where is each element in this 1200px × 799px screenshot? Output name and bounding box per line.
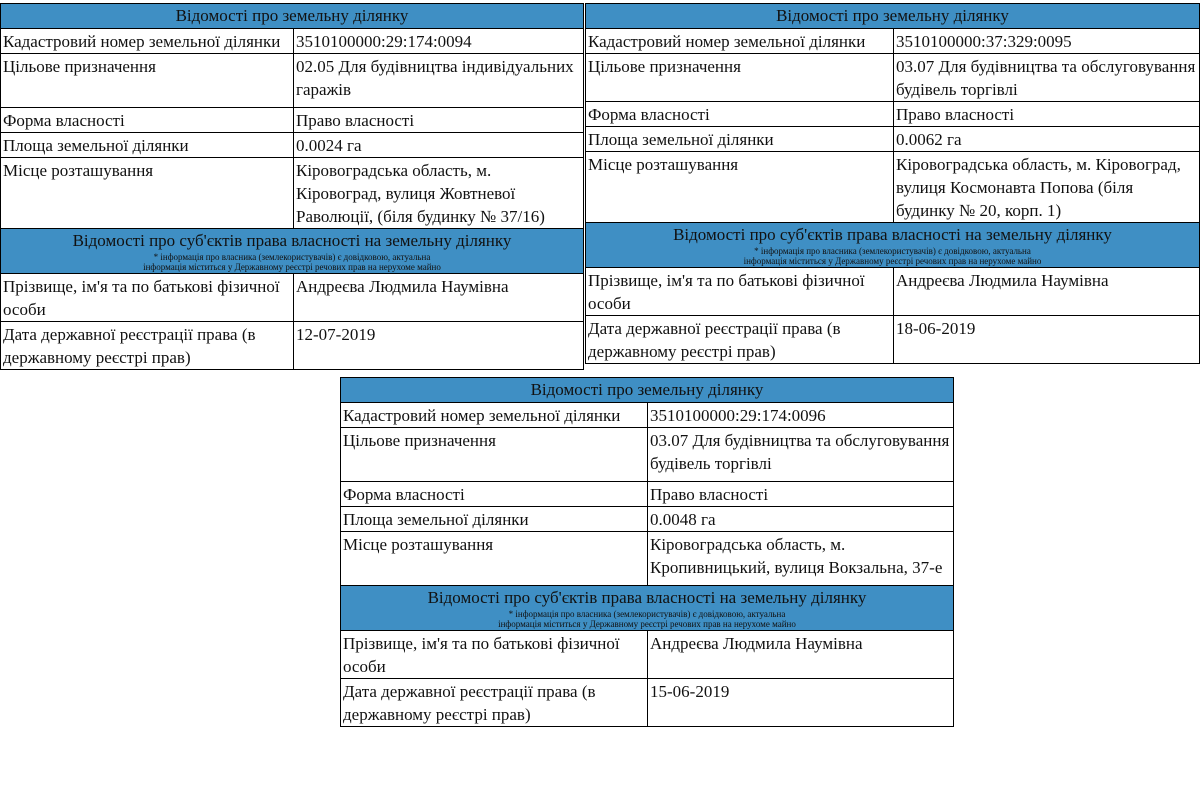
table-row bbox=[586, 268, 1200, 316]
table-row bbox=[586, 102, 1200, 127]
table-row bbox=[341, 428, 954, 482]
row-label: Цільове призначення bbox=[341, 428, 648, 482]
row-value: 18-06-2019 bbox=[894, 316, 1200, 364]
table-row bbox=[1, 133, 584, 158]
table-row bbox=[341, 507, 954, 532]
owner-section-header bbox=[586, 223, 1200, 268]
table-row bbox=[341, 482, 954, 507]
row-value: Андреєва Людмила Наумівна bbox=[894, 268, 1200, 316]
row-value: Кіровоградська область, м. Кіровоград, вулиця Космонавта Попова (біля будинку № 20, корп. 1) bbox=[894, 152, 1200, 223]
table-row bbox=[586, 29, 1200, 54]
owner-note-line: інформація міститься у Державному реєстрі речових прав на нерухоме майно bbox=[143, 262, 441, 272]
row-value: 0.0062 га bbox=[894, 127, 1200, 152]
table-row bbox=[586, 54, 1200, 102]
land-plot-table bbox=[585, 3, 1200, 364]
row-label: Місце розташування bbox=[586, 152, 894, 223]
owner-note-line: * інформація про власника (землекористувачів) є довідковою, актуальна bbox=[754, 246, 1031, 256]
row-label: Кадастровий номер земельної ділянки bbox=[586, 29, 894, 54]
table-row bbox=[1, 158, 584, 229]
row-value: Право власності bbox=[894, 102, 1200, 127]
row-label: Прізвище, ім'я та по батькові фізичної особи bbox=[341, 631, 648, 679]
section-title: Відомості про земельну ділянку bbox=[530, 380, 764, 399]
row-value: 3510100000:29:174:0094 bbox=[294, 29, 584, 54]
row-value: Право власності bbox=[648, 482, 954, 507]
row-label: Форма власності bbox=[341, 482, 648, 507]
row-value: 12-07-2019 bbox=[294, 322, 584, 370]
table-row bbox=[1, 322, 584, 370]
row-value: Право власності bbox=[294, 108, 584, 133]
row-value: 0.0024 га bbox=[294, 133, 584, 158]
row-label: Площа земельної ділянки bbox=[586, 127, 894, 152]
row-label: Прізвище, ім'я та по батькові фізичної особи bbox=[586, 268, 894, 316]
row-value: Кіровоградська область, м. Кіровоград, вулиця Жовтневої Раволюції, (біля будинку № 37/16) bbox=[294, 158, 584, 229]
row-label: Площа земельної ділянки bbox=[341, 507, 648, 532]
row-value: 03.07 Для будівництва та обслуговування будівель торгівлі bbox=[894, 54, 1200, 102]
row-label: Прізвище, ім'я та по батькові фізичної особи bbox=[1, 274, 294, 322]
section-title: Відомості про земельну ділянку bbox=[175, 6, 409, 25]
table-row bbox=[1, 29, 584, 54]
owner-section-title: Відомості про суб'єктів права власності на земельну ділянку bbox=[72, 231, 512, 250]
table-row bbox=[586, 316, 1200, 364]
land-plot-card-1 bbox=[0, 3, 584, 370]
land-plot-card-3 bbox=[340, 377, 954, 727]
row-label: Цільове призначення bbox=[586, 54, 894, 102]
owner-section-title: Відомості про суб'єктів права власності на земельну ділянку bbox=[673, 225, 1112, 244]
owner-note-line: * інформація про власника (землекористувачів) є довідковою, актуальна bbox=[153, 252, 431, 262]
table-row bbox=[341, 532, 954, 586]
table-row bbox=[1, 54, 584, 108]
section-header bbox=[341, 378, 954, 403]
row-label: Місце розташування bbox=[341, 532, 648, 586]
row-value: 0.0048 га bbox=[648, 507, 954, 532]
row-label: Кадастровий номер земельної ділянки bbox=[1, 29, 294, 54]
row-value: Кіровоградська область, м. Кропивницький, вулиця Вокзальна, 37-е bbox=[648, 532, 954, 586]
row-value: 3510100000:37:329:0095 bbox=[894, 29, 1200, 54]
section-title: Відомості про земельну ділянку bbox=[776, 6, 1009, 25]
row-label: Форма власності bbox=[1, 108, 294, 133]
row-value: Андреєва Людмила Наумівна bbox=[648, 631, 954, 679]
row-label: Форма власності bbox=[586, 102, 894, 127]
owner-section-header bbox=[1, 229, 584, 274]
land-plot-card-2 bbox=[585, 3, 1200, 364]
row-label: Цільове призначення bbox=[1, 54, 294, 108]
row-label: Місце розташування bbox=[1, 158, 294, 229]
owner-section-header bbox=[341, 586, 954, 631]
land-plot-table bbox=[0, 3, 584, 370]
table-row bbox=[341, 631, 954, 679]
row-value: 3510100000:29:174:0096 bbox=[648, 403, 954, 428]
row-label: Дата державної реєстрації права (в державному реєстрі прав) bbox=[586, 316, 894, 364]
table-row bbox=[1, 108, 584, 133]
row-label: Дата державної реєстрації права (в державному реєстрі прав) bbox=[341, 679, 648, 727]
owner-note-line: інформація міститься у Державному реєстрі речових прав на нерухоме майно bbox=[743, 256, 1042, 266]
row-label: Кадастровий номер земельної ділянки bbox=[341, 403, 648, 428]
table-row bbox=[341, 679, 954, 727]
table-row bbox=[341, 403, 954, 428]
owner-note-line: * інформація про власника (землекористувачів) є довідковою, актуальна bbox=[508, 609, 786, 619]
section-header bbox=[586, 4, 1200, 29]
owner-note-line: інформація міститься у Державному реєстрі речових прав на нерухоме майно bbox=[498, 619, 796, 629]
row-label: Дата державної реєстрації права (в державному реєстрі прав) bbox=[1, 322, 294, 370]
table-row bbox=[586, 152, 1200, 223]
row-value: 02.05 Для будівництва індивідуальних гаражів bbox=[294, 54, 584, 108]
row-label: Площа земельної ділянки bbox=[1, 133, 294, 158]
section-header bbox=[1, 4, 584, 29]
row-value: 03.07 Для будівництва та обслуговування будівель торгівлі bbox=[648, 428, 954, 482]
table-row bbox=[586, 127, 1200, 152]
row-value: 15-06-2019 bbox=[648, 679, 954, 727]
row-value: Андреєва Людмила Наумівна bbox=[294, 274, 584, 322]
owner-section-title: Відомості про суб'єктів права власності на земельну ділянку bbox=[427, 588, 867, 607]
land-plot-table bbox=[340, 377, 954, 727]
table-row bbox=[1, 274, 584, 322]
